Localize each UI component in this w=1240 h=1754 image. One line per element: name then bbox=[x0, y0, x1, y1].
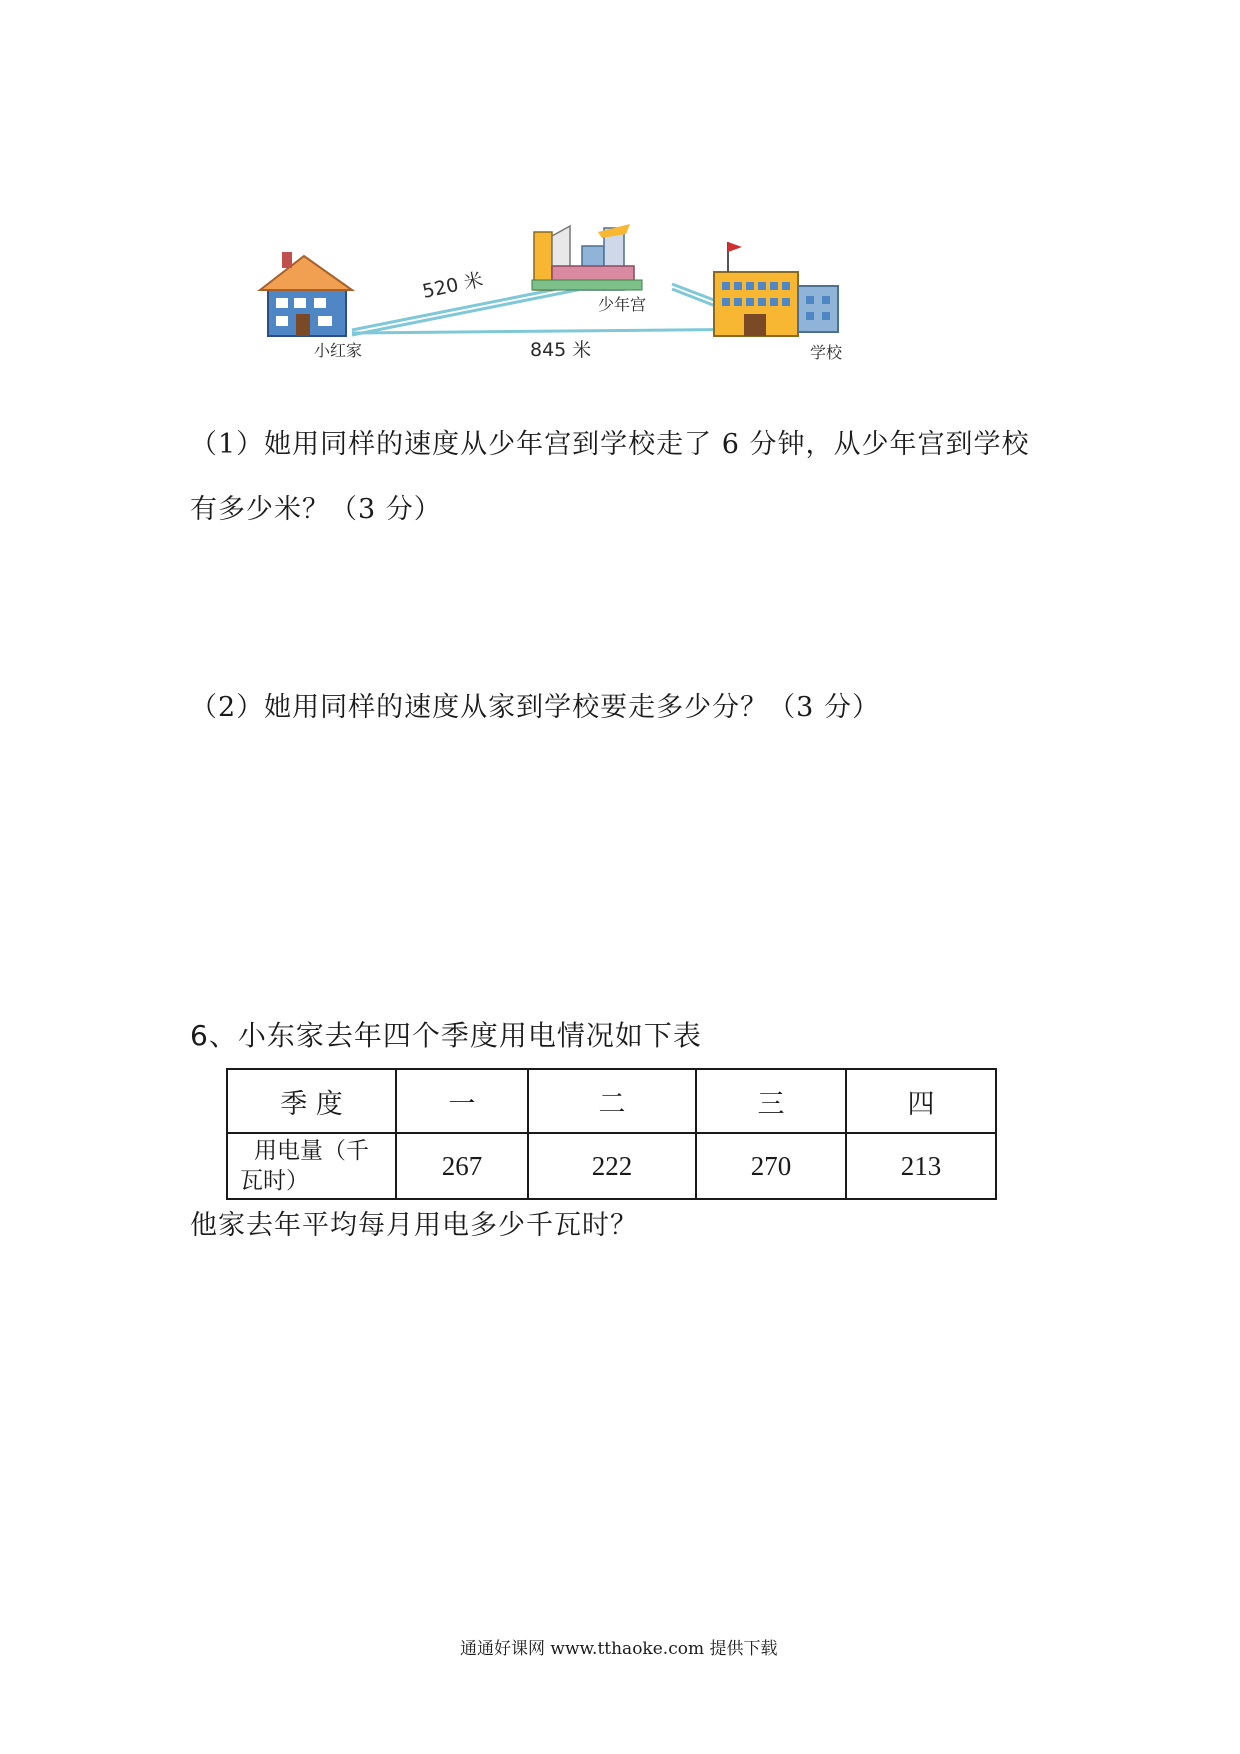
usage-value-q2: 222 bbox=[528, 1133, 696, 1199]
distance-illustration bbox=[252, 222, 912, 367]
usage-label-line-2: 瓦时） bbox=[240, 1168, 309, 1194]
school-icon bbox=[714, 242, 838, 336]
question-1-line-2: 有多少米？（3 分） bbox=[190, 494, 442, 525]
route-diagram bbox=[252, 222, 912, 367]
usage-label-line-1: 用电量（千 bbox=[254, 1138, 369, 1164]
question-2: （2）她用同样的速度从家到学校要走多少分？（3 分） bbox=[190, 692, 880, 723]
usage-value-q1: 267 bbox=[396, 1133, 528, 1199]
quarter-4-cell: 四 bbox=[846, 1069, 996, 1133]
quarter-3-cell: 三 bbox=[696, 1069, 846, 1133]
label-520m: 520 米 bbox=[420, 268, 486, 303]
quarter-2-cell: 二 bbox=[528, 1069, 696, 1133]
house-icon bbox=[260, 252, 352, 336]
problem-6-question: 他家去年平均每月用电多少千瓦时？ bbox=[190, 1210, 638, 1241]
label-palace: 少年宫 bbox=[598, 295, 647, 314]
label-home: 小红家 bbox=[314, 341, 363, 360]
footer-credit: 通通好课网 www.tthaoke.com 提供下载 bbox=[460, 1639, 778, 1659]
quarter-1-cell: 一 bbox=[396, 1069, 528, 1133]
electricity-table bbox=[226, 1068, 997, 1200]
usage-value-q4: 213 bbox=[846, 1133, 996, 1199]
problem-6-title: 6、小东家去年四个季度用电情况如下表 bbox=[190, 1019, 702, 1052]
question-1-line-1: （1）她用同样的速度从少年宫到学校走了 6 分钟，从少年宫到学校 bbox=[190, 429, 1030, 460]
label-school: 学校 bbox=[810, 343, 843, 362]
usage-label-cell bbox=[227, 1133, 396, 1199]
youth-palace-icon bbox=[532, 224, 642, 290]
table-row bbox=[227, 1133, 996, 1199]
table-row bbox=[227, 1069, 996, 1133]
usage-value-q3: 270 bbox=[696, 1133, 846, 1199]
header-season-cell: 季 度 bbox=[227, 1069, 396, 1133]
line-home-palace-2 bbox=[352, 287, 592, 335]
label-845m: 845 米 bbox=[530, 339, 592, 361]
